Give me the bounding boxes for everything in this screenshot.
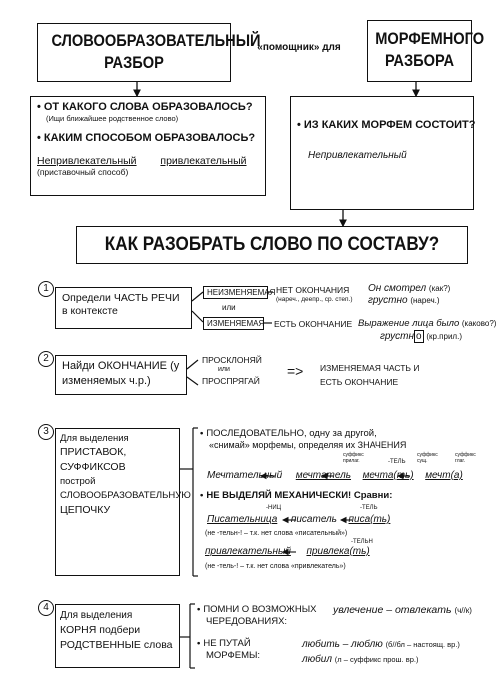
chain3-word2: привлека(ть) bbox=[306, 546, 370, 557]
implies-arrow: => bbox=[287, 363, 304, 379]
step4-rule2-a: • НЕ ПУТАЙ bbox=[197, 638, 251, 649]
step4-line-2: КОРНЯ подбери bbox=[60, 624, 141, 636]
morpheme-box bbox=[367, 20, 485, 82]
unchanged-box: НЕИЗМЕНЯЕМАЯ bbox=[203, 286, 268, 299]
morpheme-example: Непривлекательный bbox=[308, 150, 407, 161]
changed-box: ИЗМЕНЯЕМАЯ bbox=[203, 317, 264, 330]
step3-box bbox=[55, 428, 191, 576]
step4-rule2-b: МОРФЕМЫ: bbox=[206, 650, 261, 661]
step4-number: 4 bbox=[38, 600, 54, 616]
step2-branch-down bbox=[187, 377, 198, 385]
chain3-word1: привлекательный bbox=[205, 546, 291, 557]
tag-nits: -НИЦ bbox=[266, 505, 282, 511]
question-morphemes: • ИЗ КАКИХ МОРФЕМ СОСТОИТ? bbox=[297, 119, 467, 132]
word-formation-box bbox=[37, 23, 261, 82]
step3-rule2: • НЕ ВЫДЕЛЯЙ МЕХАНИЧЕСКИ! Сравни: bbox=[200, 490, 392, 501]
step1-box bbox=[55, 287, 192, 329]
conjugate-label: ПРОСПРЯГАЙ bbox=[202, 376, 260, 386]
example-derived: Непривлекательный bbox=[37, 155, 137, 167]
chain1-word2: мечтатель bbox=[295, 470, 352, 481]
main-title-box bbox=[76, 226, 468, 264]
step3-line-4: построй bbox=[60, 476, 96, 487]
step4-rule1-b: ЧЕРЕДОВАНИЯХ: bbox=[206, 616, 288, 627]
tag-tel-2: -ТЕЛЬ bbox=[360, 505, 378, 511]
example-sad-short: грустн bbox=[380, 331, 414, 342]
tag-adj-suffix: суффикс прилаг. bbox=[343, 452, 364, 464]
example-sadly-note: (нареч.) bbox=[410, 296, 440, 305]
chain1-word4: мечт(а) bbox=[425, 470, 463, 481]
question-method: • КАКИМ СПОСОБОМ ОБРАЗОВАЛОСЬ? bbox=[37, 132, 259, 145]
chain2-word3: писа(ть) bbox=[348, 514, 391, 525]
step3-line-5: СЛОВООБРАЗОВАТЕЛЬНУЮ bbox=[60, 490, 191, 501]
example-looked-q: (как?) bbox=[428, 284, 451, 293]
step1-text: Определи ЧАСТЬ РЕЧИ в контексте bbox=[62, 292, 180, 317]
or-label: или bbox=[222, 303, 236, 312]
step3-number: 3 bbox=[38, 424, 54, 440]
tag-noun-suffix: суффикс сущ. bbox=[417, 452, 438, 464]
step3-note3: (не -тель-! – т.к. нет слова «привлекатель») bbox=[205, 563, 346, 570]
step3-rule1-b: «снимай» морфемы, определяя их ЗНАЧЕНИЯ bbox=[209, 440, 407, 450]
step2-box bbox=[55, 355, 187, 395]
step4-line-1: Для выделения bbox=[60, 610, 133, 621]
step3-note2: (не -тельн-! – т.к. нет слова «писательный») bbox=[205, 530, 348, 537]
example-sadly: грустно bbox=[368, 295, 408, 306]
tag-tel: -ТЕЛЬ bbox=[388, 459, 406, 465]
tag-teln: -ТЕЛЬН bbox=[351, 539, 373, 545]
branch-down bbox=[192, 311, 203, 322]
step3-line-6: ЦЕПОЧКУ bbox=[60, 504, 111, 516]
chain2-word2: писатель bbox=[290, 514, 337, 525]
step2-or-label: или bbox=[218, 366, 230, 373]
step3-line-2: ПРИСТАВОК, bbox=[60, 446, 127, 458]
ending-o-box: о bbox=[416, 331, 422, 342]
word-formation-panel bbox=[30, 96, 266, 196]
step4-box bbox=[55, 604, 180, 668]
tag-verb-suffix: суффикс глаг. bbox=[455, 452, 476, 464]
example-expression-q: (каково?) bbox=[461, 319, 497, 328]
word-formation-title: СЛОВООБРАЗОВАТЕЛЬНЫЙ РАЗБОР bbox=[51, 31, 261, 72]
example-method-note: (приставочный способ) bbox=[37, 167, 129, 177]
example-expression: Выражение лица было bbox=[358, 318, 460, 329]
step2-number: 2 bbox=[38, 351, 54, 367]
example-base: привлекательный bbox=[160, 155, 247, 167]
step4-example3: любил bbox=[302, 654, 332, 665]
question-source-word: • ОТ КАКОГО СЛОВА ОБРАЗОВАЛОСЬ? bbox=[37, 101, 259, 114]
no-ending-label: НЕТ ОКОНЧАНИЯ bbox=[276, 285, 350, 295]
example-looked: Он смотрел bbox=[368, 283, 427, 294]
step3-rule1-a: • ПОСЛЕДОВАТЕЛЬНО, одну за другой, bbox=[200, 428, 377, 439]
chain2-word1: Писательница bbox=[207, 514, 278, 525]
step4-line-3: РОДСТВЕННЫЕ слова bbox=[60, 639, 173, 651]
step4-example2-note: (б//бл – настоящ. вр.) bbox=[385, 640, 460, 649]
chain1-word3: мечта(ть) bbox=[362, 470, 414, 481]
step4-example1-note: (ч//к) bbox=[454, 606, 472, 615]
decline-label: ПРОСКЛОНЯЙ bbox=[202, 355, 262, 365]
chain1-word1: Мечтательный bbox=[207, 470, 283, 481]
step2-branch-up bbox=[187, 360, 198, 369]
step4-example2: любить – люблю bbox=[302, 639, 383, 650]
example-sad-short-note: (кр.прил.) bbox=[426, 332, 462, 341]
has-ending-label: ЕСТЬ ОКОНЧАНИЕ bbox=[274, 319, 353, 329]
step4-rule1-a: • ПОМНИ О ВОЗМОЖНЫХ bbox=[197, 604, 316, 615]
step3-line-1: Для выделения bbox=[60, 433, 129, 444]
step2-result: ИЗМЕНЯЕМАЯ ЧАСТЬ И ЕСТЬ ОКОНЧАНИЕ bbox=[320, 363, 420, 387]
step1-number: 1 bbox=[38, 281, 54, 297]
step4-example3-note: (л – суффикс прош. вр.) bbox=[334, 655, 419, 664]
main-title: КАК РАЗОБРАТЬ СЛОВО ПО СОСТАВУ? bbox=[104, 234, 440, 255]
step3-line-3: СУФФИКСОВ bbox=[60, 461, 126, 473]
morpheme-title: МОРФЕМНОГО РАЗБОРА bbox=[375, 29, 485, 70]
question-source-note: (Ищи ближайшее родственное слово) bbox=[46, 114, 179, 123]
branch-up bbox=[192, 292, 203, 301]
no-ending-note: (нареч., деепр., ср. степ.) bbox=[276, 296, 353, 303]
step2-text: Найди ОКОНЧАНИЕ (у изменяемых ч.р.) bbox=[62, 360, 180, 387]
step4-example1: увлечение – отвлекать bbox=[333, 604, 452, 616]
helper-label: «помощник» для bbox=[257, 42, 341, 53]
